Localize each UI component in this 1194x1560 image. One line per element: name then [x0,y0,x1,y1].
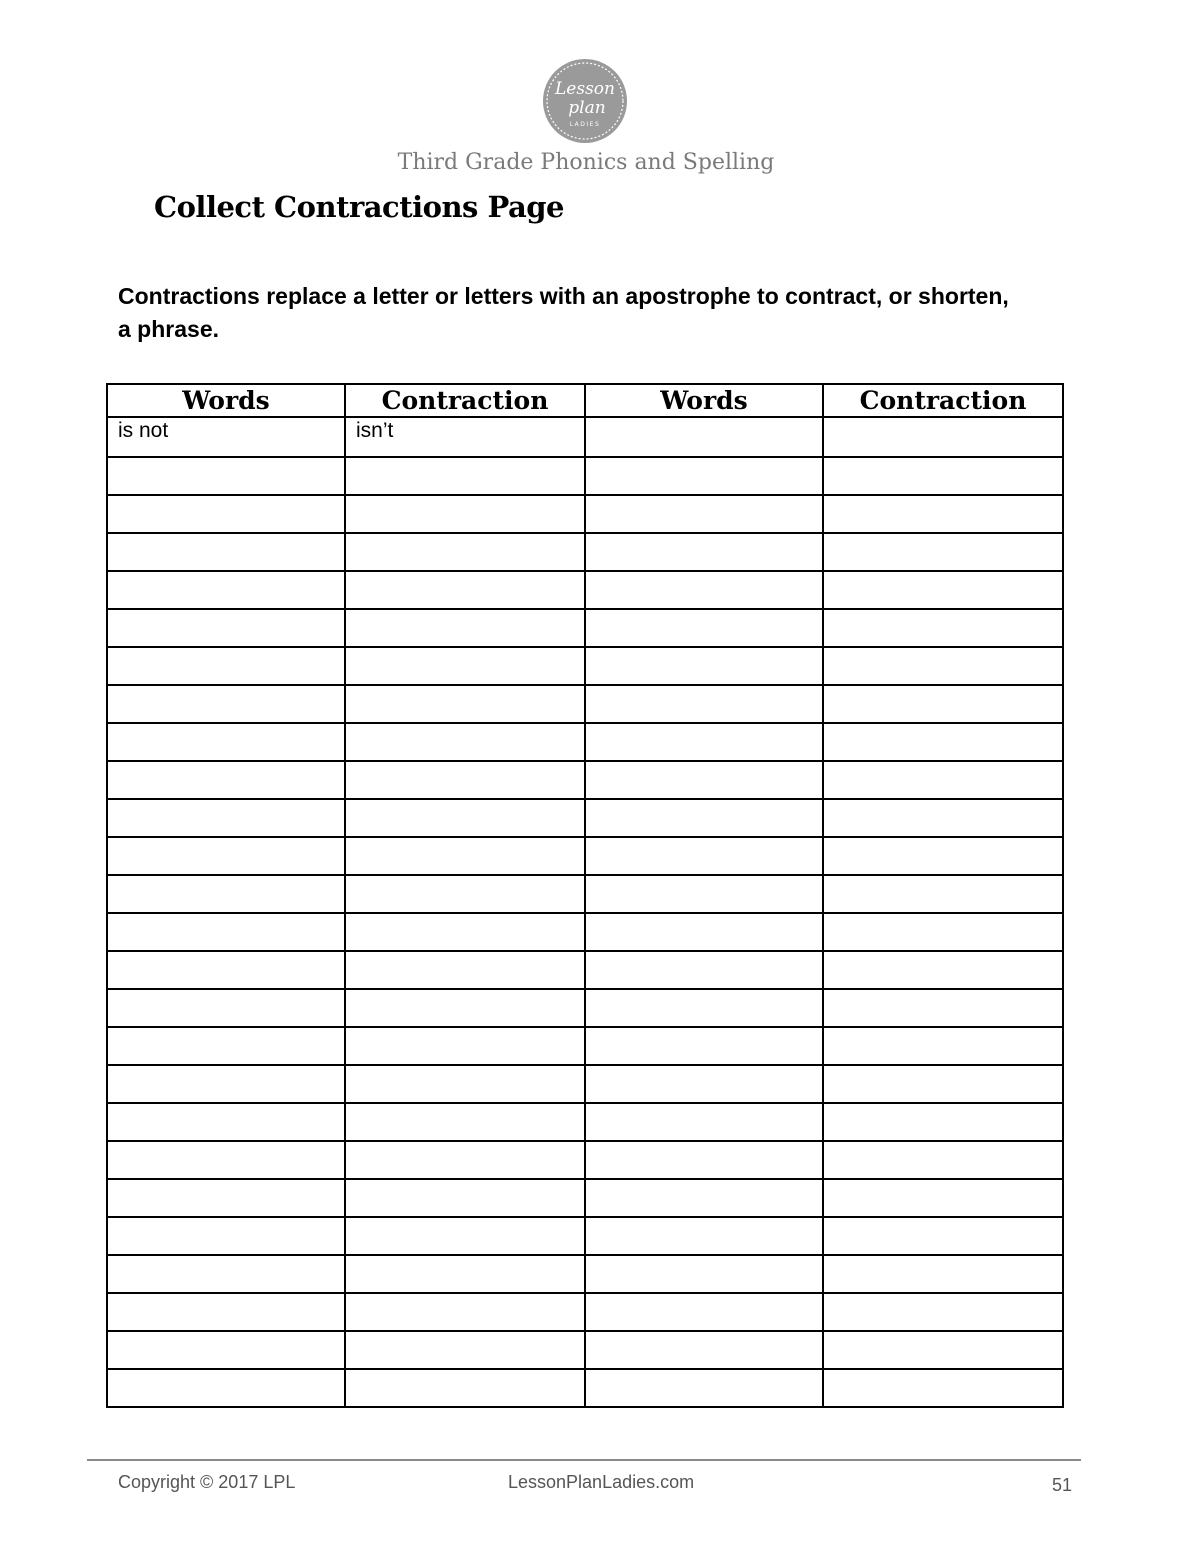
table-cell [585,1255,823,1293]
table-cell [585,417,823,457]
table-cell [823,799,1063,837]
table-cell [345,685,585,723]
table-cell [345,1103,585,1141]
table-cell [107,647,345,685]
table-row [107,1179,1063,1217]
table-cell [107,1293,345,1331]
footer-copyright: Copyright © 2017 LPL [118,1472,296,1492]
table-cell [107,1103,345,1141]
table-cell [823,571,1063,609]
table-cell [823,837,1063,875]
table-row [107,1141,1063,1179]
table-cell [107,571,345,609]
header-subtitle: Third Grade Phonics and Spelling [397,150,775,175]
table-cell [345,913,585,951]
table-cell [585,533,823,571]
table-cell [107,761,345,799]
table-cell [585,837,823,875]
table-cell [345,723,585,761]
table-cell [345,799,585,837]
table-row [107,1217,1063,1255]
table-cell [823,1141,1063,1179]
table-row [107,989,1063,1027]
table-cell [585,571,823,609]
page-title: Collect Contractions Page [154,190,564,224]
header-contraction-1: Contraction [345,384,585,417]
table-cell [585,1141,823,1179]
table-cell [107,1179,345,1217]
table-cell [585,1369,823,1407]
table-cell [585,1103,823,1141]
table-row [107,1331,1063,1369]
table-cell [585,799,823,837]
table-row [107,417,1063,457]
table-cell [107,951,345,989]
table-cell [585,951,823,989]
footer-divider [87,1459,1081,1461]
table-cell [823,1293,1063,1331]
table-cell [823,1331,1063,1369]
table-cell [823,761,1063,799]
table-cell [585,761,823,799]
table-header-row [107,384,1063,417]
table-row [107,723,1063,761]
table-cell [823,1217,1063,1255]
table-cell [585,1217,823,1255]
table-cell [585,1027,823,1065]
logo-text-ladies: LADIES [569,121,601,128]
table-cell [823,875,1063,913]
table-cell [345,761,585,799]
table-cell [823,1255,1063,1293]
table-cell [345,1293,585,1331]
table-row [107,495,1063,533]
table-row [107,951,1063,989]
table-cell [823,951,1063,989]
table-cell [823,723,1063,761]
table-row [107,1027,1063,1065]
lesson-plan-ladies-logo [542,58,628,144]
table-cell [585,495,823,533]
table-row [107,533,1063,571]
table-cell [345,533,585,571]
table-cell [107,913,345,951]
table-row [107,1255,1063,1293]
table-row [107,571,1063,609]
table-cell [823,417,1063,457]
table-cell [107,1255,345,1293]
table-cell [585,1065,823,1103]
table-cell [345,495,585,533]
table-cell [107,1217,345,1255]
table-cell [345,989,585,1027]
table-row [107,1293,1063,1331]
table-cell [585,647,823,685]
table-cell [107,799,345,837]
table-cell [585,457,823,495]
table-cell [585,609,823,647]
table-row [107,609,1063,647]
table-row [107,457,1063,495]
table-cell [345,1141,585,1179]
contractions-table [106,383,1064,1408]
table-cell [823,533,1063,571]
table-row [107,647,1063,685]
logo-text-lesson: Lesson [555,79,615,99]
table-cell [107,875,345,913]
table-cell [107,1331,345,1369]
table-cell [107,1141,345,1179]
table-cell [345,1217,585,1255]
table-cell [585,685,823,723]
table-cell [345,875,585,913]
table-cell [585,1331,823,1369]
table-cell [345,457,585,495]
table-cell [823,495,1063,533]
table-row [107,1103,1063,1141]
table-cell [345,1369,585,1407]
table-cell [107,685,345,723]
table-cell [823,1179,1063,1217]
table-cell [345,837,585,875]
table-cell [107,609,345,647]
header-contraction-2: Contraction [823,384,1063,417]
table-cell [345,1179,585,1217]
table-cell [107,989,345,1027]
table-cell [823,609,1063,647]
table-row [107,685,1063,723]
table-cell [345,571,585,609]
table-row [107,799,1063,837]
table-cell [345,1255,585,1293]
table-row [107,913,1063,951]
table-cell [107,1369,345,1407]
table-row [107,761,1063,799]
table-cell [107,837,345,875]
table-cell [345,951,585,989]
table-cell: is not [107,417,345,457]
table-row [107,1065,1063,1103]
table-cell [823,1065,1063,1103]
table-cell [585,723,823,761]
table-cell [823,647,1063,685]
table-row [107,875,1063,913]
table-cell [107,533,345,571]
table-cell [107,1065,345,1103]
table-cell [107,495,345,533]
table-cell [345,1027,585,1065]
table-cell [823,1369,1063,1407]
table-row [107,837,1063,875]
table-cell [345,1065,585,1103]
table-cell [585,875,823,913]
table-cell [823,1027,1063,1065]
table-cell: isn’t [345,417,585,457]
table-row [107,1369,1063,1407]
table-cell [345,609,585,647]
header-words-2: Words [585,384,823,417]
table-cell [107,457,345,495]
table-cell [585,1179,823,1217]
logo-text-plan: plan [568,98,606,118]
table-cell [823,989,1063,1027]
intro-text: Contractions replace a letter or letters with an apostrophe to contract, or shorten, a phrase. [118,283,1009,342]
table-cell [823,457,1063,495]
table-cell [585,913,823,951]
table-cell [823,685,1063,723]
table-cell [585,989,823,1027]
table-cell [345,1331,585,1369]
table-cell [823,913,1063,951]
table-cell [107,1027,345,1065]
footer-website: LessonPlanLadies.com [508,1472,695,1492]
table-cell [345,647,585,685]
table-cell [107,723,345,761]
table-body [107,417,1063,1407]
header-words-1: Words [107,384,345,417]
table-cell [585,1293,823,1331]
table-cell [823,1103,1063,1141]
footer-page-number: 51 [1051,1475,1072,1495]
